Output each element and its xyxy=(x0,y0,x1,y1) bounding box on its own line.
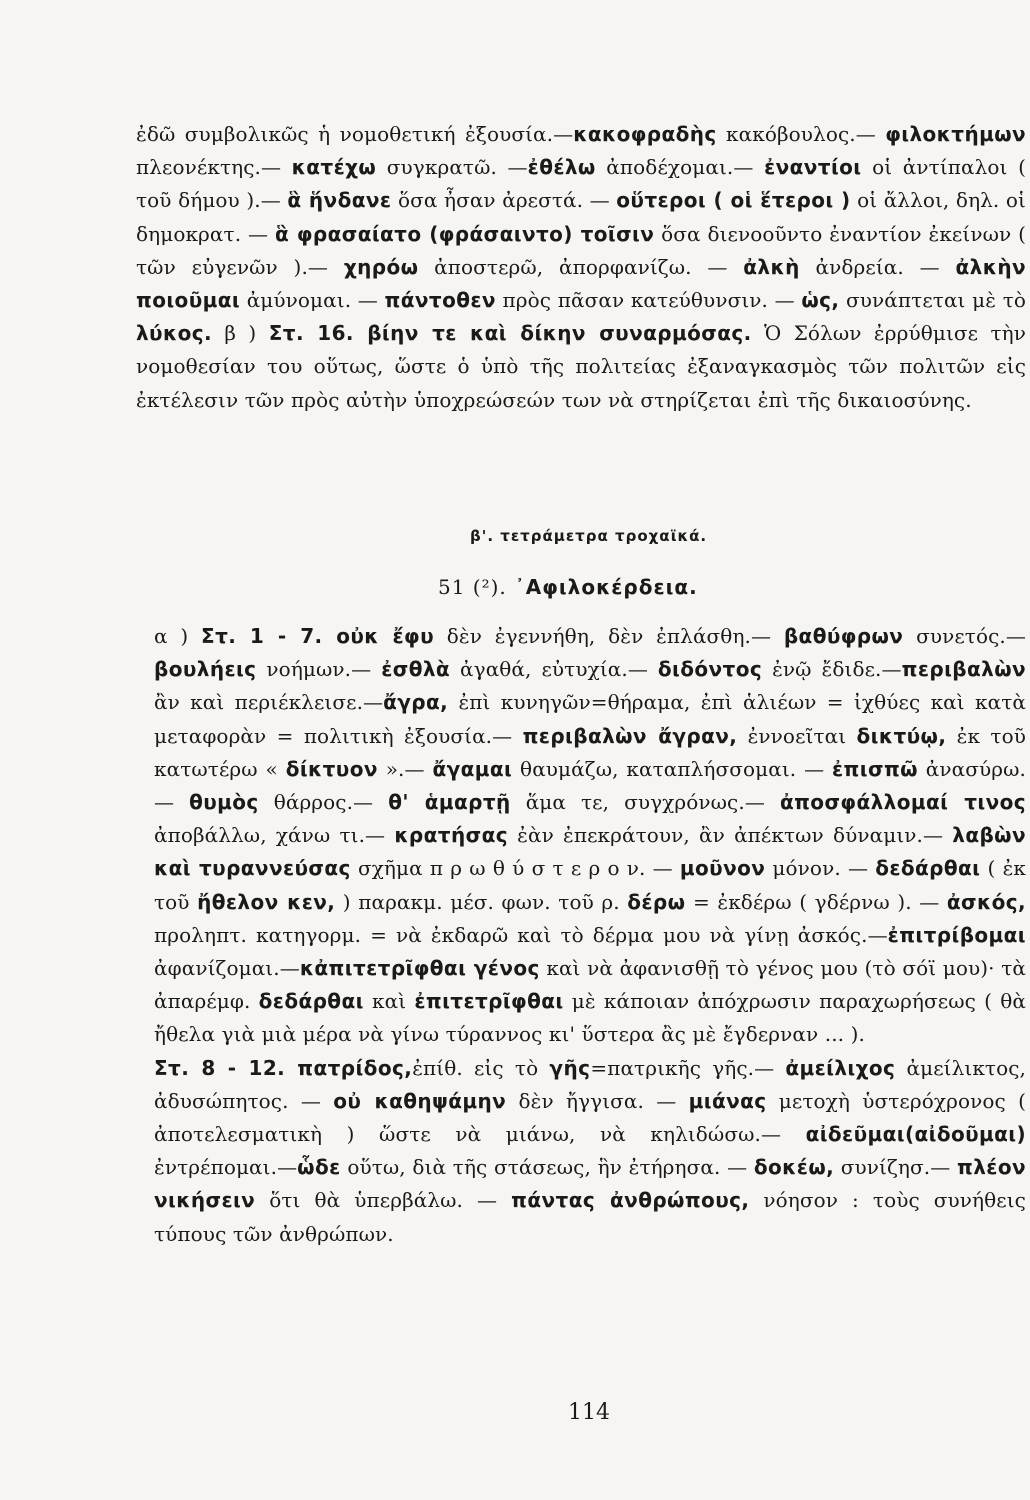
lemma-term: μιάνας xyxy=(688,1088,767,1113)
lemma-term: ἀσκός, xyxy=(946,889,1027,914)
lemma-term: ὡς, xyxy=(801,288,840,313)
meter-subheading: β'. τετράμετρα τροχαϊκά. xyxy=(470,527,708,545)
lemma-term: ἀμείλιχος xyxy=(785,1055,896,1080)
lemma-term: ἀλκὴ xyxy=(743,254,800,279)
lemma-term: ἐθέλω xyxy=(527,155,596,180)
lemma-term: δίκτυον xyxy=(285,756,378,781)
lemma-term: ἄγρα, xyxy=(383,690,449,715)
lemma-term: ἐσθλὰ xyxy=(381,657,451,682)
lemma-term: περιβαλὼν xyxy=(901,657,1027,682)
section-title: ᾿Αφιλοκέρδεια. xyxy=(514,575,698,599)
lemma-term: φιλοκτήμων xyxy=(885,122,1027,146)
lemma-term: αἰδεῦμαι(αἰδοῦμαι) xyxy=(805,1122,1026,1147)
lemma-term: ἐπιτετρῖφθαι xyxy=(414,989,564,1014)
lemma-term: περιβαλὼν ἄγραν, xyxy=(522,723,738,748)
lemma-term: ἄγαμαι xyxy=(432,756,513,781)
lemma-term: πάντας ἀνθρώπους, xyxy=(511,1188,750,1213)
lemma-term: βαθύφρων xyxy=(783,624,904,648)
lemma-term: ἤθελον κεν, xyxy=(197,889,336,914)
lemma-term: κἀπιτετρῖφθαι γένος xyxy=(299,956,540,981)
lemma-term: οὕτεροι ( οἱ ἕτεροι ) xyxy=(616,188,851,213)
lemma-term: λύκος. xyxy=(136,321,212,346)
lemma-term: θυμὸς xyxy=(189,790,259,815)
lemma-term: ὧδε xyxy=(297,1155,341,1180)
lemma-term: πάντοθεν xyxy=(384,288,496,313)
lemma-term: βουλήεις xyxy=(154,657,257,682)
lemma-term: δεδάρθαι xyxy=(258,989,364,1014)
lemma-term: Στ. 1 - 7. οὐκ ἔφυ xyxy=(201,624,434,648)
commentary-paragraph-2: α ) Στ. 1 - 7. οὐκ ἔφυ δὲν ἐγεννήθη, δὲν ἐπλάσθη.— βαθύφρων συνετός.— βουλήεις νοήμων.— ἐσθλὰ ἀγαθά, εὐτυχία.— διδόντος ἐνῷ ἔδιδε.—περιβαλὼν ἂν καὶ περιέκλεισε.—ἄγρα, ἐπὶ κυνηγῶν=θήραμα, ἐπὶ ἁλιέων = ἰχθύες καὶ κατὰ μεταφορὰν = πολιτικὴ ἐξουσία.— περιβαλὼν ἄγραν, ἐννοεῖται δικτύῳ, ἐκ τοῦ κατωτέρω « δίκτυον ».— ἄγαμαι θαυμάζω, καταπλήσσομαι. — ἐπισπῶ ἀνασύρω.— θυμὸς θάρρος.— θ' ἁμαρτῇ ἅμα τε, συγχρόνως.— ἀποσφάλλομαί τινος ἀποβάλλω, χάνω τι.— κρατήσας ἐὰν ἐπεκράτουν, ἂν ἀπέκτων δύναμιν.— λαβὼν καὶ τυραννεύσας σχῆμα π ρ ω θ ύ σ τ ε ρ ο ν. — μοῦνον μόνον. — δεδάρθαι ( ἐκ τοῦ ἤθελον κεν, ) παρακμ. μέσ. φων. τοῦ ρ. δέρω = ἐκδέρω ( γδέρνω ). — ἀσκός, προληπτ. κατηγορμ. = νὰ ἐκδαρῶ καὶ τὸ δέρμα μου νὰ γίνῃ ἀσκός.—ἐπιτρίβομαι ἀφανίζομαι.—κἀπιτετρῖφθαι γένος καὶ νὰ ἀφανισθῇ τὸ γένος μου (τὸ σόϊ μου)· τὰ ἀπαρέμφ. δεδάρθαι καὶ ἐπιτετρῖφθαι μὲ κάποιαν ἀπόχρωσιν παραχωρήσεως ( θὰ ἤθελα γιὰ μιὰ μέρα νὰ γίνω τύραννος κι' ὕστερα ἂς μὲ ἔγδερναν ... ). xyxy=(154,624,1027,1047)
lemma-term: γῆς xyxy=(549,1055,591,1080)
section-number: 51 (²). xyxy=(438,575,507,599)
lemma-term: ἃ φρασαίατο (φράσαιντο) τοῖσιν xyxy=(274,221,655,246)
lemma-term: δοκέω, xyxy=(753,1155,835,1180)
lemma-term: ἀλκὴν ποιοῦμαι xyxy=(136,254,1026,313)
lemma-term: χηρόω xyxy=(343,254,419,279)
lemma-term: κατέχω xyxy=(291,155,377,180)
commentary-section-51 xyxy=(136,620,1026,1251)
lemma-term: ἐναντίοι xyxy=(764,155,862,180)
lemma-term: κακοφραδὴς xyxy=(573,122,717,146)
lemma-term: Στ. 8 - 12. πατρίδος, xyxy=(154,1055,413,1080)
lemma-term: διδόντος xyxy=(657,657,763,682)
lemma-term: ἃ ἥνδανε xyxy=(287,188,392,213)
lemma-term: πλέον νικήσειν xyxy=(154,1155,1026,1213)
lemma-term: δέρω xyxy=(627,889,686,914)
lemma-term: δεδάρθαι xyxy=(875,856,981,881)
lemma-term: ἀποσφάλλομαί τινος xyxy=(779,790,1026,815)
lemma-term: δικτύῳ, xyxy=(856,723,947,748)
lemma-term: μοῦνον xyxy=(679,856,766,881)
commentary-paragraph-1: ἐδῶ συμβολικῶς ἡ νομοθετική ἐξουσία.—κακοφραδὴς κακόβουλος.— φιλοκτήμων πλεονέκτης.— κατέχω συγκρατῶ. —ἐθέλω ἀποδέχομαι.— ἐναντίοι οἱ ἀντίπαλοι ( τοῦ δήμου ).— ἃ ἥνδανε ὅσα ἦσαν ἀρεστά. — οὕτεροι ( οἱ ἕτεροι ) οἱ ἄλλοι, δηλ. οἱ δημοκρατ. — ἃ φρασαίατο (φράσαιντο) τοῖσιν ὅσα διενοοῦντο ἐναντίον ἐκείνων ( τῶν εὐγενῶν ).— χηρόω ἀποστερῶ, ἀπορφανίζω. — ἀλκὴ ἀνδρεία. — ἀλκὴν ποιοῦμαι ἀμύνομαι. — πάντοθεν πρὸς πᾶσαν κατεύθυνσιν. — ὡς, συνάπτεται μὲ τὸ λύκος. β ) Στ. 16. βίην τε καὶ δίκην συναρμόσας. Ὁ Σόλων ἐρρύθμισε τὴν νομοθεσίαν του οὕτως, ὥστε ὁ ὑπὸ τῆς πολιτείας ἐξαναγκασμὸς τῶν πολιτῶν εἰς ἐκτέλεσιν τῶν πρὸς αὐτὴν ὑποχρεώσεών των νὰ στηρίζεται ἐπὶ τῆς δικαιοσύνης. xyxy=(136,122,1027,412)
lemma-term: θ' ἁμαρτῇ xyxy=(388,790,511,815)
lemma-term: ἐπισπῶ xyxy=(832,756,918,781)
lemma-term: οὐ καθηψάμην xyxy=(333,1088,507,1113)
page-number: 114 xyxy=(568,1400,610,1425)
lemma-term: Στ. 16. βίην τε καὶ δίκην συναρμόσας. xyxy=(268,321,752,346)
lemma-term: λαβὼν καὶ τυραννεύσας xyxy=(154,823,1026,881)
section-heading xyxy=(438,575,698,599)
lemma-term: κρατήσας xyxy=(394,823,508,848)
commentary-paragraph-3: Στ. 8 - 12. πατρίδος,ἐπίθ. εἰς τὸ γῆς=πατρικῆς γῆς.— ἀμείλιχος ἀμείλικτος, ἀδυσώπητος. — οὐ καθηψάμην δὲν ἤγγισα. — μιάνας μετοχὴ ὑστερόχρονος ( ἀποτελεσματικὴ ) ὥστε νὰ μιάνω, νὰ κηλιδώσω.— αἰδεῦμαι(αἰδοῦμαι) ἐντρέπομαι.—ὧδε οὕτω, διὰ τῆς στάσεως, ἣν ἐτήρησα. — δοκέω, συνίζησ.— πλέον νικήσειν ὅτι θὰ ὑπερβάλω. — πάντας ἀνθρώπους, νόησον : τοὺς συνήθεις τύπους τῶν ἀνθρώπων. xyxy=(154,1055,1026,1246)
lemma-term: ἐπιτρίβομαι xyxy=(887,922,1026,947)
